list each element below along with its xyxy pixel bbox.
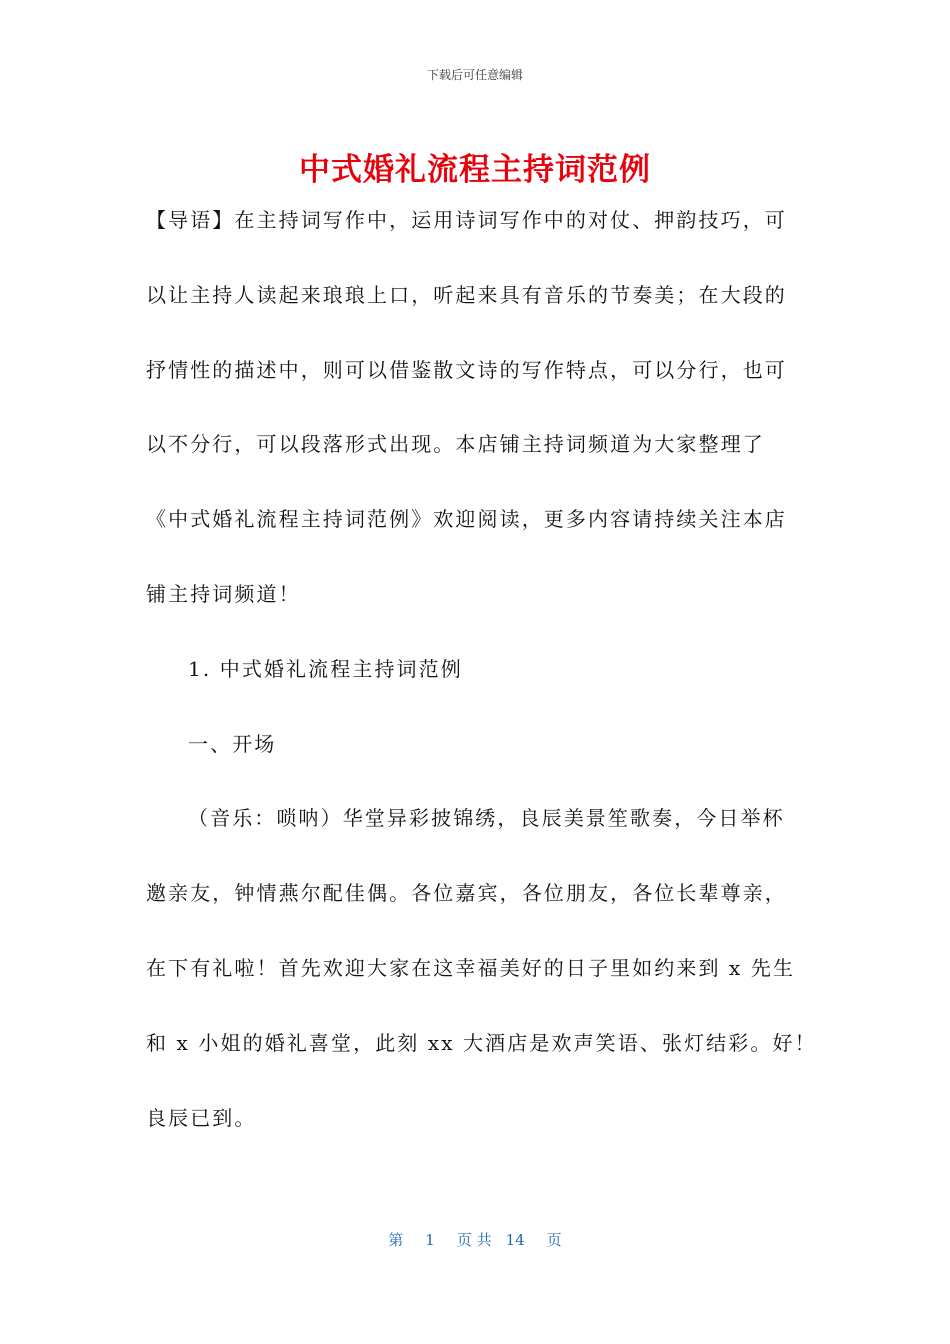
body-line: 以让主持人读起来琅琅上口，听起来具有音乐的节奏美；在大段的 — [146, 282, 787, 307]
body-line: 良辰已到。 — [146, 1105, 257, 1130]
body-line: 《中式婚礼流程主持词范例》欢迎阅读，更多内容请持续关注本店 — [146, 507, 787, 532]
footer-ye-gong: 页 共 — [456, 1231, 492, 1249]
section-heading: 1. 中式婚礼流程主持词范例 — [188, 656, 463, 681]
footer-ye: 页 — [546, 1231, 562, 1249]
subsection-heading: 一、开场 — [188, 731, 277, 756]
document-title: 中式婚礼流程主持词范例 — [299, 152, 651, 188]
page-header-note: 下载后可任意编辑 — [426, 68, 523, 82]
body-line: 以不分行，可以段落形式出现。本店铺主持词频道为大家整理了 — [146, 432, 765, 457]
body-line: 铺主持词频道！ — [146, 581, 301, 606]
footer-di: 第 — [388, 1231, 404, 1249]
document-body — [146, 190, 817, 1162]
footer-page-number: 1 — [425, 1231, 435, 1249]
footer-total-pages: 14 — [505, 1231, 525, 1249]
body-line: 和 x 小姐的婚礼喜堂，此刻 xx 大酒店是欢声笑语、张灯结彩。好！ — [146, 1030, 817, 1055]
body-line: 【导语】在主持词写作中，运用诗词写作中的对仗、押韵技巧，可 — [146, 208, 787, 232]
body-line: 在下有礼啦！首先欢迎大家在这幸福美好的日子里如约来到 x 先生 — [146, 955, 796, 980]
body-line: 邀亲友，钟情燕尔配佳偶。各位嘉宾，各位朋友，各位长辈尊亲， — [146, 881, 787, 906]
page-footer — [0, 1229, 950, 1250]
body-line: 抒情性的描述中，则可以借鉴散文诗的写作特点，可以分行，也可 — [146, 357, 787, 382]
body-line: （音乐：唢呐）华堂异彩披锦绣，良辰美景笙歌奏，今日举杯 — [188, 806, 785, 831]
